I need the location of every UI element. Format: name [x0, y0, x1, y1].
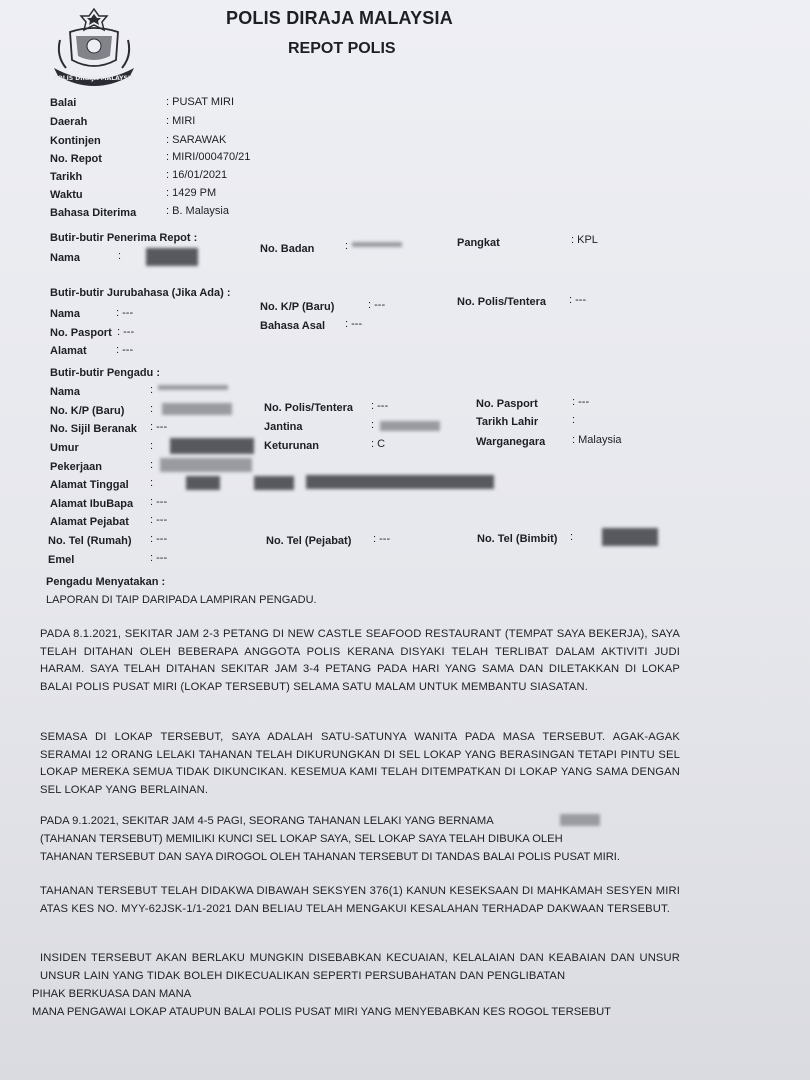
pengadu-kp-value: : [150, 403, 154, 415]
pengadu-warga-label: Warganegara [476, 436, 546, 448]
redaction-block [170, 438, 254, 454]
svg-text:POLIS DIRAJA MALAYSIA: POLIS DIRAJA MALAYSIA [53, 75, 135, 82]
pengadu-telpejabat-value: : --- [373, 533, 391, 545]
penerima-badan-value: : [345, 240, 349, 252]
statement-paragraph-line: TAHANAN TERSEBUT DAN SAYA DIROGOL OLEH TAHANAN TERSEBUT DI TANDAS BALAI POLIS PUSAT MIRI. [40, 851, 621, 863]
pengadu-sijil-value: : --- [150, 421, 168, 433]
pengadu-telrumah-label: No. Tel (Rumah) [48, 535, 132, 547]
pengadu-pejabat-value: : --- [150, 514, 168, 526]
pengadu-telpejabat-label: No. Tel (Pejabat) [266, 535, 352, 547]
pengadu-telrumah-value: : --- [150, 533, 168, 545]
jurubahasa-section: Butir-butir Jurubahasa (Jika Ada) : [50, 287, 231, 299]
jurubahasa-alamat-label: Alamat [50, 345, 87, 357]
org-title: POLIS DIRAJA MALAYSIA [226, 8, 453, 28]
kontinjen-value: : SARAWAK [166, 134, 227, 146]
tarikh-value: : 16/01/2021 [166, 169, 228, 181]
pengadu-umur-label: Umur [50, 442, 79, 454]
bahasa-label: Bahasa Diterima [50, 207, 137, 219]
pengadu-telbimbit-value: : [570, 531, 574, 543]
penerima-section: Butir-butir Penerima Repot : [50, 232, 198, 244]
bahasa-value: : B. Malaysia [166, 205, 229, 217]
pengadu-ibubapa-label: Alamat IbuBapa [50, 498, 134, 510]
jurubahasa-kp-value: : --- [368, 299, 386, 311]
balai-label: Balai [50, 97, 77, 109]
penerima-badan-label: No. Badan [260, 243, 315, 255]
redaction-block [162, 403, 232, 415]
kontinjen-label: Kontinjen [50, 135, 101, 147]
repot-label: No. Repot [50, 153, 102, 165]
redaction-block [352, 242, 402, 247]
pengadu-nama-value: : [150, 384, 154, 396]
tarikh-label: Tarikh [50, 171, 83, 183]
pengadu-tinggal-value: : [150, 477, 154, 489]
statement-paragraph: SEMASA DI LOKAP TERSEBUT, SAYA ADALAH SATU-SATUNYA WANITA PADA MASA TERSEBUT. AGAK-AGAK SERAMAI 12 ORANG LELAKI TAHANAN TELAH DIKURUNGKAN DI SEL LOKAP YANG BERASINGAN TETAPI PINTU SEL LOKAP MEREKA SEMUA TIDAK DIKUNCIKAN. KESEMUA KAMI TELAH DITEMPATKAN DI LOKAP YANG SAMA DENGAN SEL LOKAP YANG BERLAINAN. [40, 731, 680, 796]
pengadu-ibubapa-value: : --- [150, 496, 168, 508]
pengadu-pejabat-label: Alamat Pejabat [50, 516, 129, 528]
jurubahasa-pasport-value: : --- [117, 326, 135, 338]
pengadu-nama-label: Nama [50, 386, 80, 398]
repot-value: : MIRI/000470/21 [166, 151, 251, 163]
statement-paragraph: PADA 8.1.2021, SEKITAR JAM 2-3 PETANG DI NEW CASTLE SEAFOOD RESTAURANT (TEMPAT SAYA BEKERJA), SAYA TELAH DITAHAN OLEH BEBERAPA ANGGOTA POLIS KERANA DISYAKI TELAH TERLIBAT DALAM AKTIVITI JUDI HARAM. SAYA TELAH DITAHAN SEKITAR JAM 3-4 PETANG PADA HARI YANG SAMA DAN DILETAKKAN DI LOKAP BALAI POLIS PUSAT MIRI (LOKAP TERSEBUT) SELAMA SATU MALAM UNTUK MEMBANTU SIASATAN. [40, 628, 680, 693]
redaction-block [560, 814, 600, 826]
pengadu-kp-label: No. K/P (Baru) [50, 405, 125, 417]
statement-paragraph-line: PIHAK BERKUASA DAN MANA [32, 988, 192, 1000]
daerah-label: Daerah [50, 116, 88, 128]
statement-paragraph: INSIDEN TERSEBUT AKAN BERLAKU MUNGKIN DISEBABKAN KECUAIAN, KELALAIAN DAN KEABAIAN DAN UNSUR UNSUR LAIN YANG TIDAK BOLEH DIKECUALIKAN SEPERTI PERSUBAHATAN DAN PENGLIBATAN [40, 952, 680, 982]
pengadu-lahir-label: Tarikh Lahir [476, 416, 539, 428]
pengadu-keturunan-label: Keturunan [264, 440, 319, 452]
pengadu-keturunan-value: : C [371, 438, 386, 450]
pengadu-polis-label: No. Polis/Tentera [264, 402, 354, 414]
jurubahasa-polis-label: No. Polis/Tentera [457, 296, 547, 308]
jurubahasa-bahasa-value: : --- [345, 318, 363, 330]
jurubahasa-nama-label: Nama [50, 308, 80, 320]
pengadu-jantina-label: Jantina [264, 421, 303, 433]
pengadu-pasport-value: : --- [572, 396, 590, 408]
pengadu-warga-value: : Malaysia [572, 434, 622, 446]
pengadu-pasport-label: No. Pasport [476, 398, 538, 410]
penerima-pangkat-label: Pangkat [457, 237, 500, 249]
redaction-block [306, 475, 494, 489]
penerima-nama-value: : [118, 250, 122, 262]
statement-intro: LAPORAN DI TAIP DARIPADA LAMPIRAN PENGADU. [46, 594, 317, 606]
statement-paragraph: TAHANAN TERSEBUT TELAH DIDAKWA DIBAWAH SEKSYEN 376(1) KANUN KESEKSAAN DI MAHKAMAH SESYEN MIRI ATAS KES NO. MYY-62JSK-1/1-2021 DAN BELIAU TELAH MENGAKUI KESALAHAN TERHADAP DAKWAAN TERSEBUT. [40, 885, 680, 915]
redaction-block [380, 421, 440, 431]
pengadu-telbimbit-label: No. Tel (Bimbit) [477, 533, 558, 545]
pengadu-pekerjaan-label: Pekerjaan [50, 461, 102, 473]
jurubahasa-bahasa-label: Bahasa Asal [260, 320, 326, 332]
pengadu-emel-value: : --- [150, 552, 168, 564]
jurubahasa-kp-label: No. K/P (Baru) [260, 301, 335, 313]
pengadu-jantina-value: : [371, 419, 375, 431]
pengadu-pekerjaan-value: : [150, 459, 154, 471]
jurubahasa-polis-value: : --- [569, 294, 587, 306]
jurubahasa-nama-value: : --- [116, 307, 134, 319]
redaction-block [186, 476, 220, 490]
redaction-block [160, 458, 252, 472]
pengadu-tinggal-label: Alamat Tinggal [50, 479, 129, 491]
pengadu-emel-label: Emel [48, 554, 75, 566]
waktu-label: Waktu [50, 189, 83, 201]
pengadu-lahir-value: : [572, 414, 576, 426]
balai-value: : PUSAT MIRI [166, 96, 235, 108]
statement-heading: Pengadu Menyatakan : [46, 576, 166, 588]
pengadu-polis-value: : --- [371, 400, 389, 412]
redaction-block [602, 528, 658, 546]
penerima-pangkat-value: : KPL [571, 234, 598, 246]
waktu-value: : 1429 PM [166, 187, 217, 199]
jurubahasa-alamat-value: : --- [116, 344, 134, 356]
pengadu-umur-value: : [150, 440, 154, 452]
redaction-block [146, 248, 198, 266]
statement-paragraph-line: (TAHANAN TERSEBUT) MEMILIKI KUNCI SEL LOKAP SAYA, SEL LOKAP SAYA TELAH DIBUKA OLEH [40, 833, 563, 845]
redaction-block [254, 476, 294, 490]
redaction-block [158, 385, 228, 390]
jurubahasa-pasport-label: No. Pasport [50, 327, 112, 339]
report-title: REPOT POLIS [288, 40, 396, 57]
statement-paragraph-line: MANA PENGAWAI LOKAP ATAUPUN BALAI POLIS PUSAT MIRI YANG MENYEBABKAN KES ROGOL TERSEBUT [32, 1006, 612, 1018]
penerima-nama-label: Nama [50, 252, 80, 264]
daerah-value: : MIRI [166, 115, 196, 127]
police-crest-icon [46, 6, 142, 88]
pengadu-section: Butir-butir Pengadu : [50, 367, 160, 379]
pengadu-sijil-label: No. Sijil Beranak [50, 423, 137, 435]
statement-paragraph-line: PADA 9.1.2021, SEKITAR JAM 4-5 PAGI, SEORANG TAHANAN LELAKI YANG BERNAMA [40, 815, 494, 827]
